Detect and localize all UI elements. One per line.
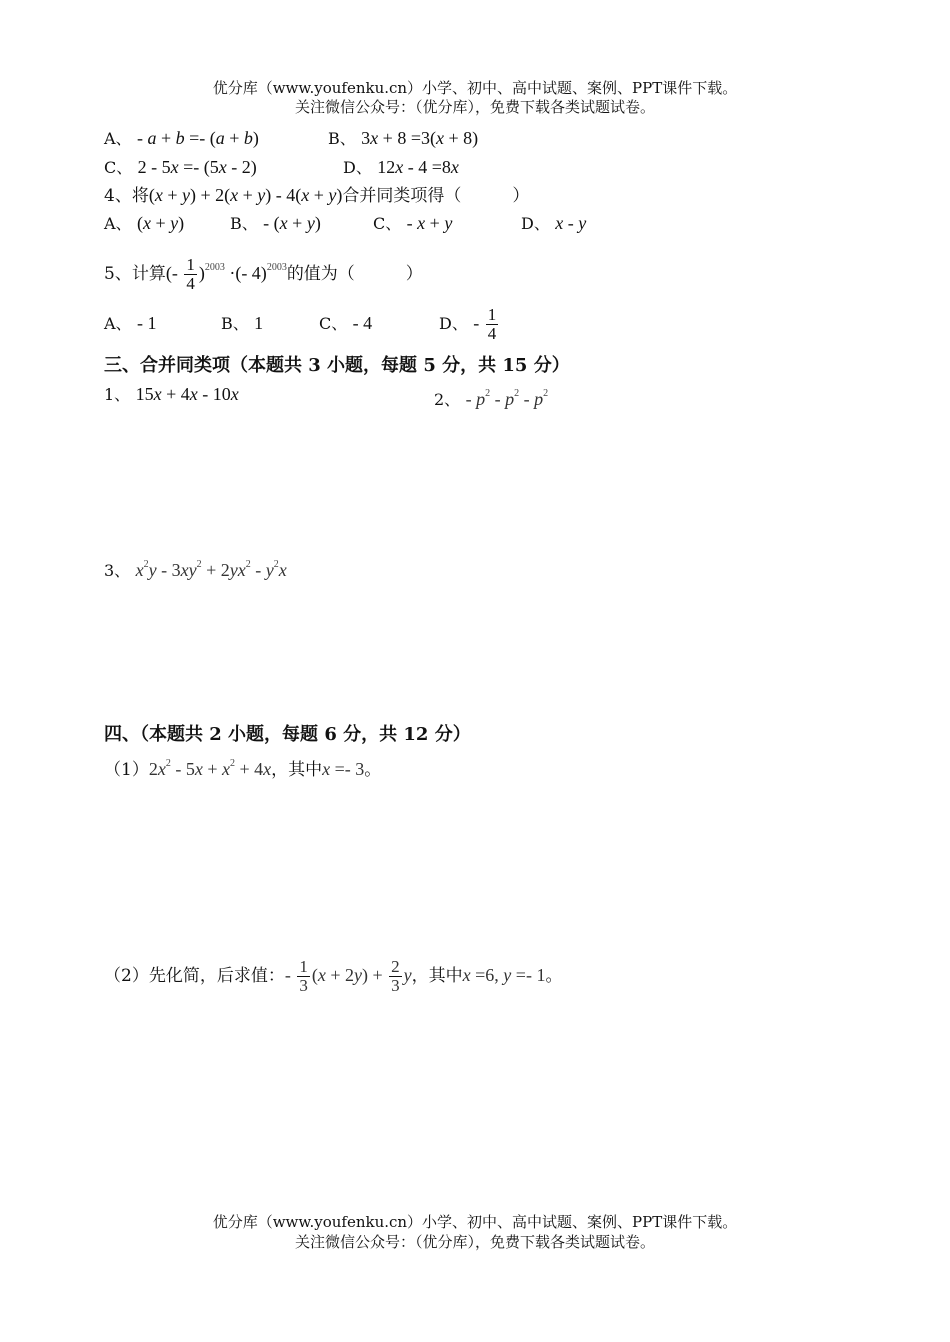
option-label: B、	[328, 129, 356, 148]
q4-option-d	[521, 213, 586, 234]
header-line-2: 关注微信公众号：（优分库），免费下载各类试题试卷。	[294, 98, 655, 116]
problem-label: 2、	[434, 390, 461, 409]
period: 。	[545, 966, 563, 986]
option-label: D、	[521, 214, 550, 233]
section-4-problem-1	[104, 754, 381, 780]
option-label: C、	[104, 158, 133, 177]
option-label: A、	[104, 129, 132, 148]
question-4	[104, 185, 529, 206]
q4-option-c	[373, 213, 452, 234]
math-expression: $2x^2 - 5x + x^2 + 4x$	[148, 758, 272, 779]
question-text: 的值为（ ）	[286, 264, 423, 284]
problem-label: 1、	[104, 385, 131, 404]
option-label: A、	[104, 314, 132, 333]
math-expression: (x + y)	[136, 213, 185, 233]
math-expression: $x^2y - 3xy^2 + 2yx^2 - y^2x$	[135, 559, 287, 580]
period: 。	[364, 760, 382, 780]
option-value: - 1	[136, 313, 157, 333]
math-expression: - $\frac{1}{3}$ (x + 2y) + $\frac{2}{3}$ y	[284, 957, 412, 996]
problem-label: （1）	[104, 760, 149, 780]
math-expression: 2 - 5x =- (5x - 2)	[137, 157, 257, 177]
problem-text: ，其中	[411, 966, 463, 986]
problem-text: ，其中	[271, 760, 323, 780]
section-3-title: 三、合并同类项（本题共 3 小题，每题 5 分，共 15 分）	[104, 355, 570, 376]
q3-option-b	[328, 128, 478, 149]
footer-line-2: 关注微信公众号：（优分库），免费下载各类试题试卷。	[294, 1233, 655, 1251]
fraction: $\frac{1}{4}$	[186, 255, 195, 294]
section-4-problem-2	[104, 954, 562, 997]
math-expression: (- $\frac{1}{4}$ )$^{2003}$ ·(- 4)$^{2003}$	[165, 255, 287, 294]
section-3-problem-3	[104, 555, 287, 581]
option-label: A、	[104, 214, 132, 233]
section-3-problem-2	[434, 384, 548, 410]
option-label: C、	[319, 314, 348, 333]
section-3-problem-1	[104, 384, 239, 405]
option-label: C、	[373, 214, 402, 233]
math-expression: x - y	[555, 213, 587, 233]
math-expression: - x + y	[406, 213, 453, 233]
section-4-title: 四、（本题共 2 小题，每题 6 分，共 12 分）	[104, 724, 471, 745]
question-number: 5、计算	[104, 264, 166, 284]
math-expression: - a + b =- (a + b)	[136, 128, 259, 148]
q3-option-c	[104, 157, 257, 178]
question-5	[104, 248, 423, 294]
option-value: 1	[254, 313, 264, 333]
q3-option-a	[104, 128, 259, 149]
math-expression: 12x - 4 =8x	[377, 157, 459, 177]
math-expression: - $p^2 - p^2 - p^2$	[465, 388, 549, 409]
header-line-1: 优分库（www.youfenku.cn）小学、初中、高中试题、案例、PPT课件下载。	[212, 79, 738, 97]
q3-option-d	[343, 157, 459, 178]
footer-line-1: 优分库（www.youfenku.cn）小学、初中、高中试题、案例、PPT课件下载。	[212, 1213, 738, 1231]
math-expression: (x + y) + 2(x + y) - 4(x + y)	[148, 185, 343, 205]
math-expression: - (x + y)	[263, 213, 321, 233]
q5-option-d	[439, 303, 500, 344]
option-label: B、	[221, 314, 249, 333]
fraction: $\frac{1}{3}$	[299, 957, 308, 996]
math-expression: 3x + 8 =3(x + 8)	[361, 128, 479, 148]
condition: x =- 3	[322, 759, 365, 779]
question-text: 合并同类项得（ ）	[342, 186, 530, 206]
option-value: - 4	[352, 313, 373, 333]
q5-option-a	[104, 303, 156, 344]
option-label: D、	[343, 158, 372, 177]
problem-label: （2）先化简，后求值：	[104, 966, 285, 986]
q4-option-b	[230, 213, 321, 234]
problem-label: 3、	[104, 561, 131, 580]
option-label: D、	[439, 314, 468, 333]
option-label: B、	[230, 214, 258, 233]
fraction: $\frac{1}{4}$	[487, 305, 497, 344]
q4-option-a	[104, 213, 184, 234]
question-number: 4、将	[104, 186, 149, 206]
math-expression: - $\frac{1}{4}$	[473, 305, 497, 344]
q5-option-b	[221, 303, 263, 344]
fraction: $\frac{2}{3}$	[391, 957, 400, 996]
condition: x =6, y =- 1	[462, 965, 546, 985]
math-expression: 15x + 4x - 10x	[135, 384, 239, 404]
q5-option-c	[319, 303, 372, 344]
